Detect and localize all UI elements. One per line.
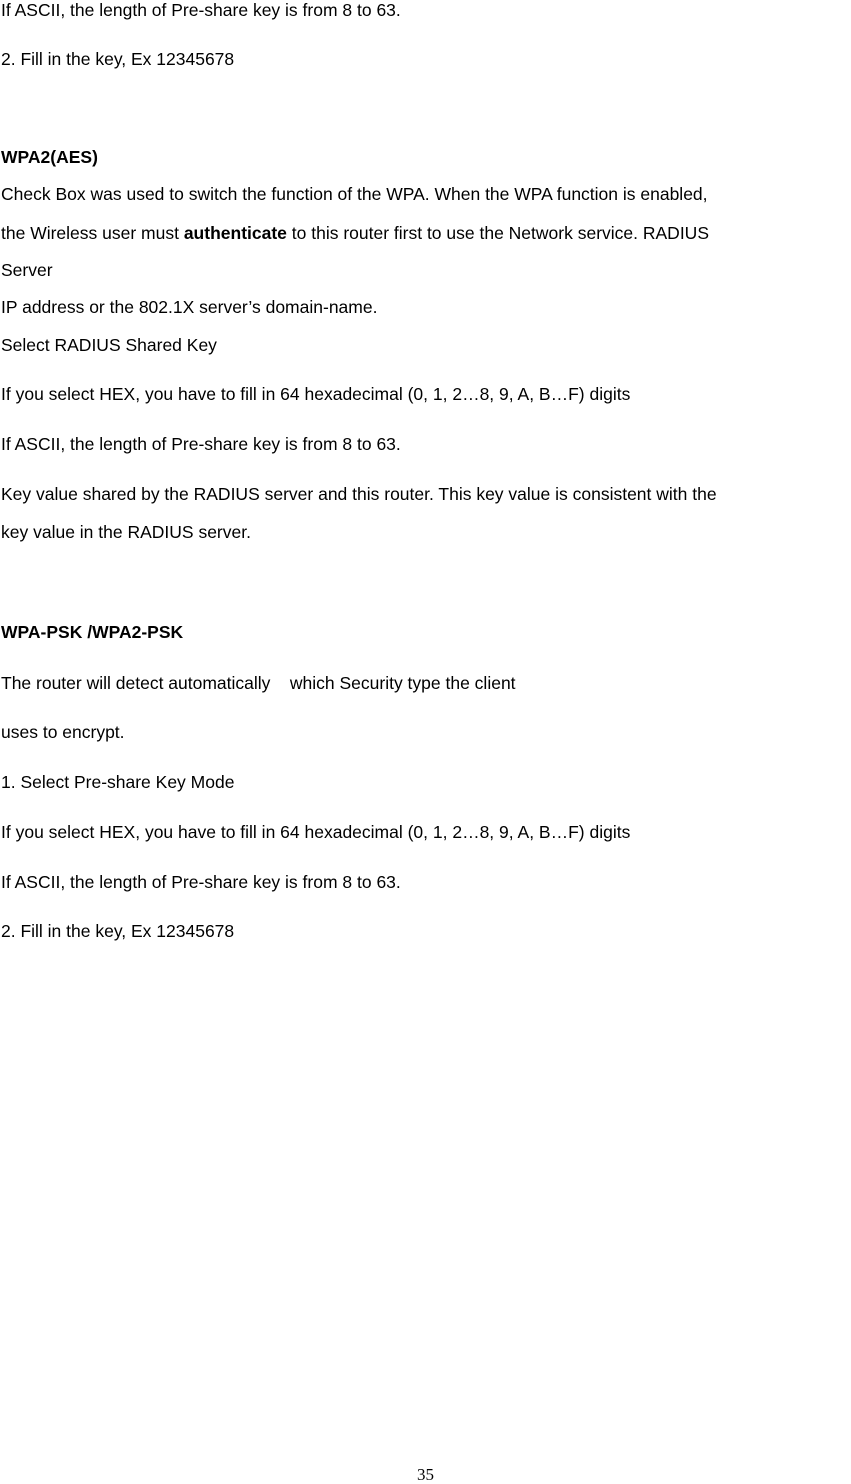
wpa2-aes-line-2-end: to this router first to use the Network service. RADIUS (286, 223, 709, 243)
wpa-psk-line-1: The router will detect automatically which Security type the client (1, 673, 516, 693)
wpa-psk-line-5: If ASCII, the length of Pre-share key is from 8 to 63. (1, 872, 401, 892)
wpa2-aes-line-2-start: the Wireless user must (1, 223, 184, 243)
wpa-psk-line-3: 1. Select Pre-share Key Mode (1, 772, 235, 792)
wpa2-aes-line-3: Server (1, 260, 53, 280)
wpa-psk-line-4: If you select HEX, you have to fill in 64 hexadecimal (0, 1, 2…8, 9, A, B…F) digits (1, 822, 631, 842)
wpa2-aes-line-6: If you select HEX, you have to fill in 64 hexadecimal (0, 1, 2…8, 9, A, B…F) digits (1, 384, 631, 404)
wpa2-aes-line-5: Select RADIUS Shared Key (1, 335, 217, 355)
wpa2-aes-line-7: If ASCII, the length of Pre-share key is from 8 to 63. (1, 434, 401, 454)
page-number: 35 (417, 1465, 434, 1484)
section-heading-wpa2-aes: WPA2(AES) (1, 147, 98, 167)
section-heading-wpa-psk: WPA-PSK /WPA2-PSK (1, 622, 184, 642)
ascii-length-note: If ASCII, the length of Pre-share key is from 8 to 63. (1, 0, 401, 20)
wpa-psk-line-6: 2. Fill in the key, Ex 12345678 (1, 921, 235, 941)
wpa2-aes-line-8: Key value shared by the RADIUS server and this router. This key value is consistent with the (1, 484, 717, 504)
wpa2-aes-line-4: IP address or the 802.1X server’s domain-name. (1, 297, 378, 317)
wpa2-aes-line-9: key value in the RADIUS server. (1, 522, 251, 542)
authenticate-emphasis: authenticate (183, 223, 287, 243)
fill-key-step: 2. Fill in the key, Ex 12345678 (1, 49, 235, 69)
wpa2-aes-line-2 (1, 225, 709, 243)
wpa2-aes-line-1: Check Box was used to switch the function of the WPA. When the WPA function is enabled, (1, 184, 708, 204)
wpa-psk-line-2: uses to encrypt. (1, 722, 125, 742)
